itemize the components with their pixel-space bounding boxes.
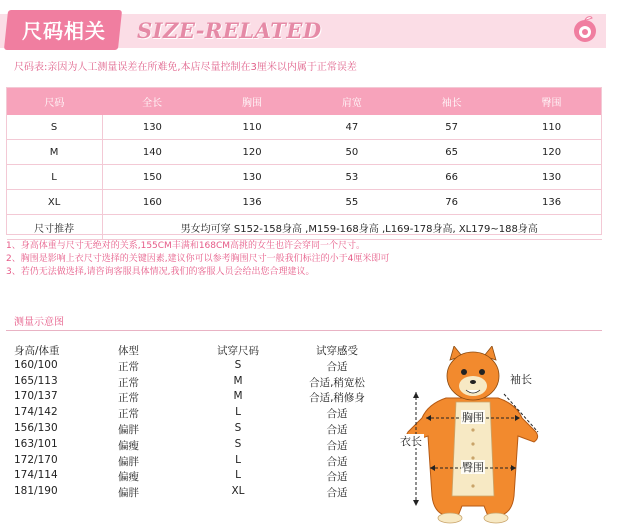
size-table xyxy=(6,87,602,240)
table-cell: 174/142 xyxy=(14,406,58,419)
table-cell: 136 xyxy=(202,190,302,215)
col-header-sleeve: 袖长 xyxy=(402,88,502,115)
col-header-chest: 胸围 xyxy=(202,88,302,115)
costume-head-icon xyxy=(447,346,499,400)
table-cell: S xyxy=(7,115,103,140)
table-cell: 合适,稍宽松 xyxy=(309,376,365,389)
table-row xyxy=(7,140,602,165)
table-cell: XL xyxy=(231,485,245,498)
table-cell: 160 xyxy=(102,190,202,215)
table-cell: 合适 xyxy=(326,455,348,468)
table-cell: 165/113 xyxy=(14,374,58,387)
table-cell: 120 xyxy=(202,140,302,165)
table-cell: 47 xyxy=(302,115,402,140)
label-hip: 臀围 xyxy=(462,461,484,474)
section-title: 测量示意图 xyxy=(14,317,64,328)
tip-item: 3、若仍无法做选择,请咨询客服具体情况,我们的客服人员会给出您合理建议。 xyxy=(6,267,315,277)
table-cell: 57 xyxy=(402,115,502,140)
table-cell: 正常 xyxy=(118,392,139,405)
table-cell: 合适 xyxy=(326,439,348,452)
table-cell: 136 xyxy=(502,190,602,215)
table-cell: 合适 xyxy=(326,360,348,373)
table-cell: L xyxy=(235,406,241,419)
table-cell: 110 xyxy=(502,115,602,140)
header-subtitle: SIZE-RELATED xyxy=(137,18,322,43)
table-cell: 156/130 xyxy=(14,421,58,434)
table-cell: 130 xyxy=(502,165,602,190)
recommendation-label: 尺寸推荐 xyxy=(7,215,103,240)
table-row-recommendation xyxy=(7,215,602,240)
table-cell: 130 xyxy=(202,165,302,190)
table-cell: 偏胖 xyxy=(118,423,139,436)
label-sleeve: 袖长 xyxy=(510,373,532,386)
table-cell: 正常 xyxy=(118,376,139,389)
table-cell: 偏瘦 xyxy=(118,471,139,484)
table-cell: 170/137 xyxy=(14,390,58,403)
table-cell: 正常 xyxy=(118,408,139,421)
table-cell: 160/100 xyxy=(14,358,58,371)
trial-header-cell: 身高/体重 xyxy=(14,345,60,357)
measurement-note: 尺码表:亲因为人工测量误差在所难免,本店尽量控制在3厘米以内属于正常误差 xyxy=(14,62,357,73)
table-cell: 偏瘦 xyxy=(118,439,139,452)
trial-header-cell: 试穿尺码 xyxy=(217,345,259,357)
table-cell: 174/114 xyxy=(14,469,58,482)
table-cell: 120 xyxy=(502,140,602,165)
table-cell: XL xyxy=(7,190,103,215)
apple-logo-icon xyxy=(570,14,600,44)
header xyxy=(0,0,619,56)
table-cell: 65 xyxy=(402,140,502,165)
table-row xyxy=(7,115,602,140)
table-cell: 140 xyxy=(102,140,202,165)
recommendation-value: 男女均可穿 S152-158身高 ,M159-168身高 ,L169-178身高, XL179~188身高 xyxy=(102,215,601,240)
tip-item: 2、胸围是影响上衣尺寸选择的关键因素,建议你可以参考胸围尺寸一般我们标注的小于4厘米即可 xyxy=(6,254,390,264)
table-cell: 53 xyxy=(302,165,402,190)
table-cell: S xyxy=(234,421,242,434)
table-cell: M xyxy=(233,374,243,387)
section-divider xyxy=(6,330,602,331)
size-table-header xyxy=(7,88,602,115)
table-row xyxy=(7,190,602,215)
table-cell: 合适 xyxy=(326,408,348,421)
table-cell: S xyxy=(234,437,242,450)
table-cell: 163/101 xyxy=(14,437,58,450)
table-cell: 偏胖 xyxy=(118,487,139,500)
table-cell: 181/190 xyxy=(14,485,58,498)
table-cell: 150 xyxy=(102,165,202,190)
table-cell: 合适 xyxy=(326,423,348,436)
header-title: 尺码相关 xyxy=(22,19,106,43)
label-chest: 胸围 xyxy=(462,411,484,424)
table-cell: 55 xyxy=(302,190,402,215)
table-cell: S xyxy=(234,358,242,371)
table-cell: 合适 xyxy=(326,487,348,500)
tip-item: 1、身高体重与尺寸无绝对的关系,155CM丰满和168CM高挑的女生也许会穿同一个尺寸。 xyxy=(6,241,366,251)
table-cell: L xyxy=(235,469,241,482)
table-cell: 110 xyxy=(202,115,302,140)
table-cell: 66 xyxy=(402,165,502,190)
table-cell: 172/170 xyxy=(14,453,58,466)
trial-header-cell: 试穿感受 xyxy=(316,345,358,357)
table-cell: M xyxy=(233,390,243,403)
table-cell: 130 xyxy=(102,115,202,140)
table-cell: 偏胖 xyxy=(118,455,139,468)
tips-list xyxy=(6,240,389,279)
table-cell: L xyxy=(7,165,103,190)
col-header-shoulder: 肩宽 xyxy=(302,88,402,115)
table-cell: L xyxy=(235,453,241,466)
costume-measurement-figure xyxy=(398,346,548,526)
table-cell: 正常 xyxy=(118,360,139,373)
table-cell: 76 xyxy=(402,190,502,215)
trial-header-cell: 体型 xyxy=(118,345,139,357)
col-header-length: 全长 xyxy=(102,88,202,115)
col-header-hip: 臀围 xyxy=(502,88,602,115)
table-cell: M xyxy=(7,140,103,165)
col-header-size: 尺码 xyxy=(7,88,103,115)
table-cell: 合适 xyxy=(326,471,348,484)
table-cell: 合适,稍修身 xyxy=(309,392,365,405)
table-row xyxy=(7,165,602,190)
label-length: 衣长 xyxy=(400,435,422,448)
table-cell: 50 xyxy=(302,140,402,165)
